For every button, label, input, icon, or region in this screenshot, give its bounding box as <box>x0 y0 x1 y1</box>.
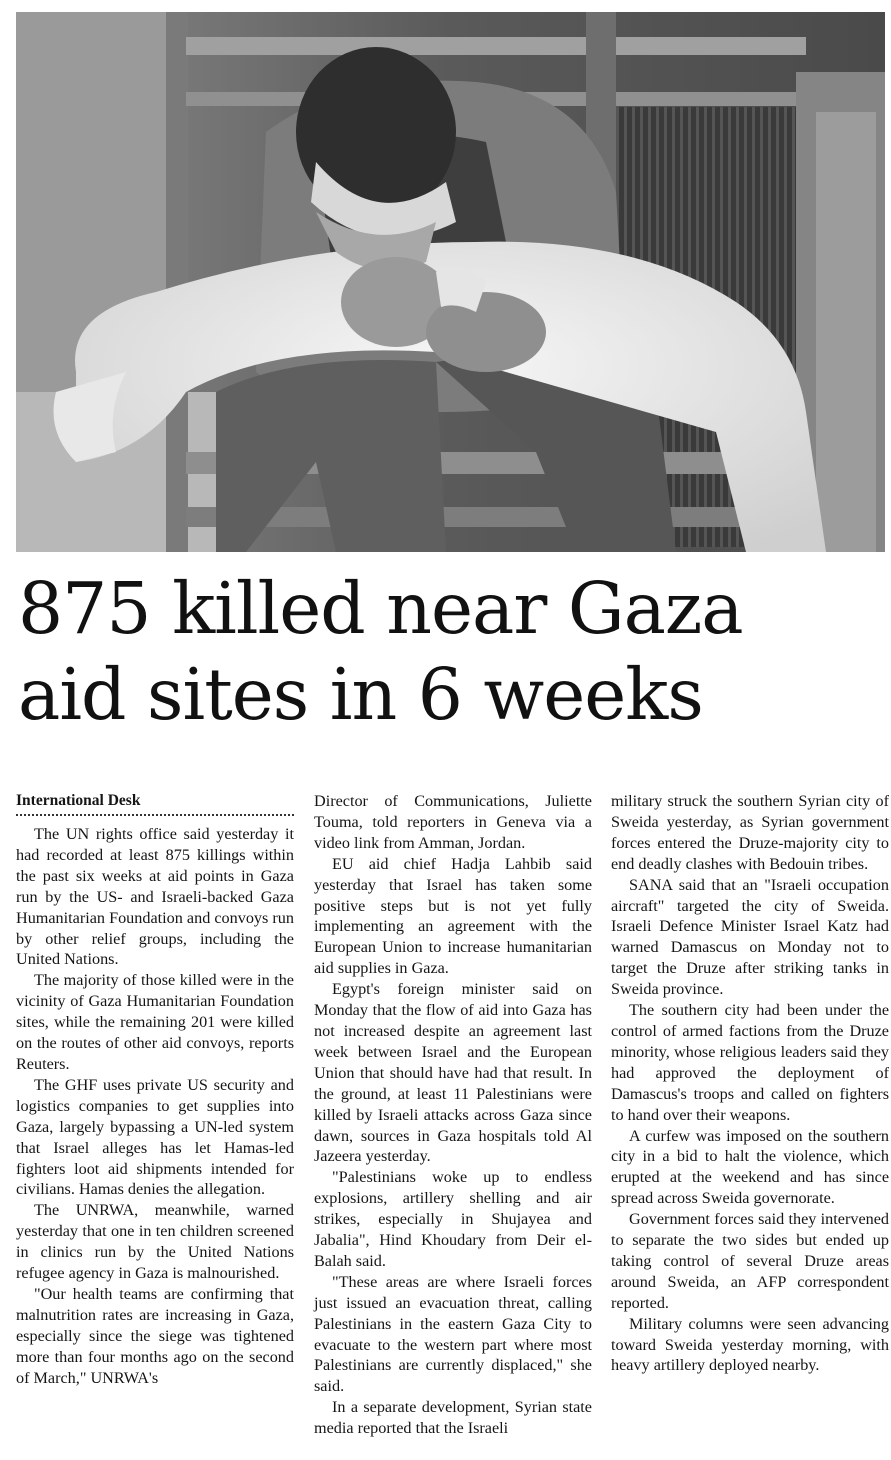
paragraph: "Our health teams are confirming that malnutrition rates are increasing in Gaza, especially since the siege was tightened more than four months ago on the second of March," UNRWA's <box>16 1284 294 1387</box>
article-column-1 <box>16 791 294 1388</box>
byline: International Desk <box>16 791 294 816</box>
grieving-man-photo <box>16 12 885 552</box>
paragraph: EU aid chief Hadja Lahbib said yesterday that Israel has taken some positive steps but is not yet fully implementing an agreement with the European Union to increase humanitarian aid supplies in Gaza. <box>314 854 592 978</box>
news-photo <box>16 12 885 552</box>
paragraph: The UNRWA, meanwhile, warned yesterday that one in ten children screened in clinics run by the United Nations refugee agency in Gaza is malnourished. <box>16 1201 294 1283</box>
paragraph: SANA said that an "Israeli occupation aircraft" targeted the city of Sweida. Israeli Defence Minister Israel Katz had warned Damascus on Monday not to target the Druze after striking tanks in Sweida province. <box>611 875 889 999</box>
paragraph: military struck the southern Syrian city of Sweida yesterday, as Syrian government forces entered the Druze-majority city to end deadly clashes with Bedouin tribes. <box>611 792 889 873</box>
paragraph: Egypt's foreign minister said on Monday that the flow of aid into Gaza has not increased despite an agreement last week between Israel and the European Union that should have had that result. In the ground, at least 11 Palestinians were killed by Israeli attacks across Gaza since dawn, sources in Gaza hospitals told Al Jazeera yesterday. <box>314 980 592 1166</box>
paragraph: "Palestinians woke up to endless explosions, artillery shelling and air strikes, especially in Shujayea and Jabalia", Hind Khoudary from Deir el-Balah said. <box>314 1168 592 1270</box>
headline <box>18 566 878 738</box>
headline-line-2: aid sites in 6 weeks <box>18 653 703 736</box>
paragraph: The UN rights office said yesterday it had recorded at least 875 killings within the past six weeks at aid points in Gaza run by the US- and Israeli-backed Gaza Humanitarian Foundation and convoys run by other relief groups, including the United Nations. <box>16 825 294 969</box>
paragraph: Director of Communications, Juliette Touma, told reporters in Geneva via a video link from Amman, Jordan. <box>314 792 592 852</box>
paragraph: The majority of those killed were in the vicinity of Gaza Humanitarian Foundation sites, while the remaining 201 were killed on the routes of other aid convoys, reports Reuters. <box>16 971 294 1073</box>
paragraph: The GHF uses private US security and logistics companies to get supplies into Gaza, largely bypassing a UN-led system that Israel alleges has let Hamas-led fighters loot aid shipments intended for civilians. Hamas denies the allegation. <box>16 1075 294 1199</box>
paragraph: Military columns were seen advancing toward Sweida yesterday morning, with heavy artillery deployed nearby. <box>611 1314 889 1375</box>
headline-line-1: 875 killed near Gaza <box>18 567 743 650</box>
paragraph: "These areas are where Israeli forces just issued an evacuation threat, calling Palestinians in the eastern Gaza City to evacuate to the western part where most Palestinians are currently displaced," she said. <box>314 1272 592 1396</box>
article-column-3 <box>611 791 889 1376</box>
paragraph: Government forces said they intervened to separate the two sides but ended up taking control of several Druze areas around Sweida, an AFP correspondent reported. <box>611 1210 889 1312</box>
article-column-2 <box>314 791 592 1439</box>
paragraph: A curfew was imposed on the southern city in a bid to halt the violence, which erupted at the weekend and has since spread across Sweida governorate. <box>611 1126 889 1208</box>
paragraph: The southern city had been under the control of armed factions from the Druze minority, whose religious leaders said they had approved the deployment of Damascus's troops and called on fighters to hand over their weapons. <box>611 1001 889 1124</box>
paragraph: In a separate development, Syrian state media reported that the Israeli <box>314 1398 592 1438</box>
